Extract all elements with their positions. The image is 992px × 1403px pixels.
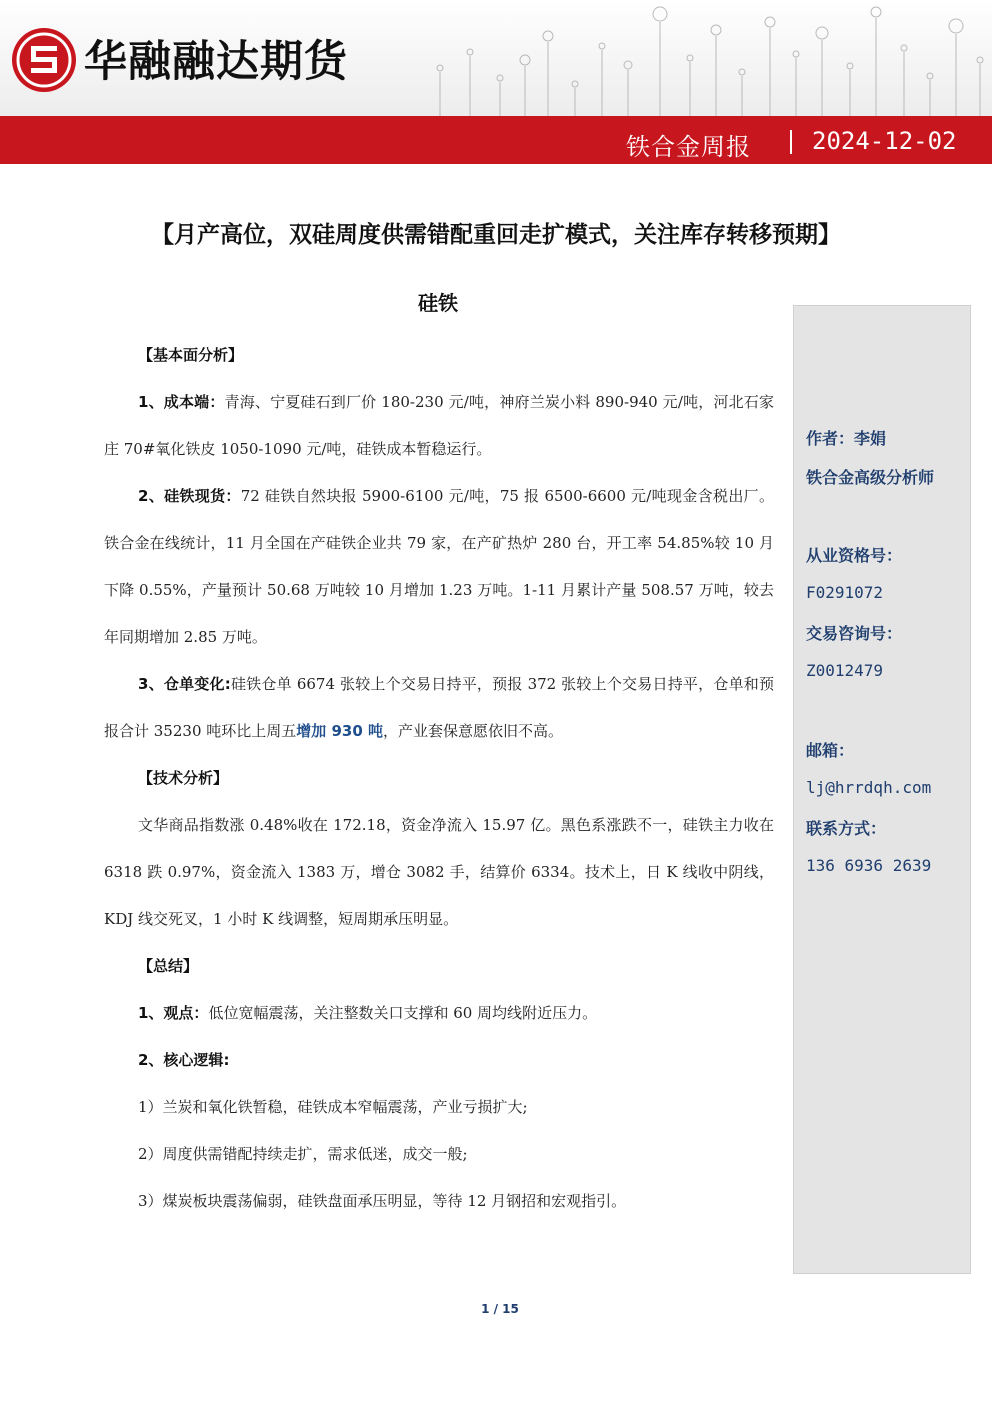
page-number: 1 / 15 bbox=[481, 1302, 519, 1316]
cost-paragraph bbox=[104, 379, 774, 473]
technical-heading: 【技术分析】 bbox=[138, 769, 229, 787]
warrant-paragraph bbox=[104, 661, 774, 755]
fundamental-heading: 【基本面分析】 bbox=[138, 346, 244, 364]
author-position: 铁合金高级分析师 bbox=[806, 468, 935, 487]
author-name: 作者：李娟 bbox=[806, 429, 887, 448]
warrant-text-a: 硅铁仓单 6674 张较上个交易日持平，预报 372 张较上个交易日持平，仓单和预报合计 35230 吨环比上周五 bbox=[104, 675, 775, 740]
view-paragraph bbox=[104, 990, 774, 1037]
contact-label: 联系方式： bbox=[806, 819, 887, 838]
cost-label: 1、成本端： bbox=[138, 393, 225, 411]
page-header bbox=[0, 0, 992, 165]
warrant-label: 3、仓单变化: bbox=[138, 675, 231, 693]
consult-number: Z0012479 bbox=[806, 661, 884, 680]
consult-label: 交易咨询号： bbox=[806, 624, 903, 643]
summary-heading: 【总结】 bbox=[138, 957, 199, 975]
logic-item: 2）周度供需错配持续走扩，需求低迷，成交一般; bbox=[138, 1145, 468, 1163]
logic-item: 3）煤炭板块震荡偏弱，硅铁盘面承压明显，等待 12 月钢招和宏观指引。 bbox=[138, 1192, 627, 1210]
warrant-highlight: 增加 930 吨 bbox=[296, 722, 384, 740]
logic-label: 2、核心逻辑: bbox=[138, 1051, 230, 1069]
company-logo-icon bbox=[10, 26, 78, 94]
report-date: 2024-12-02 bbox=[812, 127, 957, 155]
view-text: 低位宽幅震荡，关注整数关口支撑和 60 周均线附近压力。 bbox=[208, 1004, 598, 1022]
header-divider bbox=[790, 130, 792, 154]
cost-text: 青海、宁夏硅石到厂价 180-230 元/吨，神府兰炭小料 890-940 元/吨，河北石家庄 70#氧化铁皮 1050-1090 元/吨，硅铁成本暂稳运行。 bbox=[104, 393, 774, 458]
qualification-label: 从业资格号： bbox=[806, 546, 903, 565]
contact-phone: 136 6936 2639 bbox=[806, 856, 932, 875]
technical-paragraph: 文华商品指数涨 0.48%收在 172.18，资金净流入 15.97 亿。黑色系涨跌不一，硅铁主力收在 6318 跌 0.97%，资金流入 1383 万，增仓 3082 手，结算价 6334。技术上，日 K 线收中阴线，KDJ 线交死叉，1 小时 K 线调整，短周期承压明显。 bbox=[104, 816, 774, 928]
spot-text: 72 硅铁自然块报 5900-6100 元/吨，75 报 6500-6600 元/吨现金含税出厂。铁合金在线统计，11 月全国在产硅铁企业共 79 家，在产矿热炉 280 台，开工率 54.85%较 10 月下降 0.55%，产量预计 50.68 万吨较 10 月增加 1.23 万吨。1-11 月累计产量 508.57 万吨，较去年同期增加 2.85 万吨。 bbox=[104, 487, 774, 646]
view-label: 1、观点： bbox=[138, 1004, 209, 1022]
warrant-text-b: ，产业套保意愿依旧不高。 bbox=[383, 722, 564, 740]
report-subtitle: 硅铁 bbox=[418, 291, 458, 315]
company-name: 华融融达期货 bbox=[84, 37, 348, 87]
logic-item: 1）兰炭和氧化铁暂稳，硅铁成本窄幅震荡，产业亏损扩大; bbox=[138, 1098, 528, 1116]
spot-label: 2、硅铁现货： bbox=[138, 487, 241, 505]
report-title: 【月产高位，双硅周度供需错配重回走扩模式，关注库存转移预期】 bbox=[151, 222, 841, 248]
qualification-number: F0291072 bbox=[806, 583, 884, 602]
spot-paragraph bbox=[104, 473, 774, 661]
email-address[interactable]: lj@hrrdqh.com bbox=[806, 778, 932, 797]
report-name: 铁合金周报 bbox=[626, 133, 751, 161]
email-label: 邮箱： bbox=[806, 741, 855, 760]
report-body bbox=[104, 332, 774, 1225]
